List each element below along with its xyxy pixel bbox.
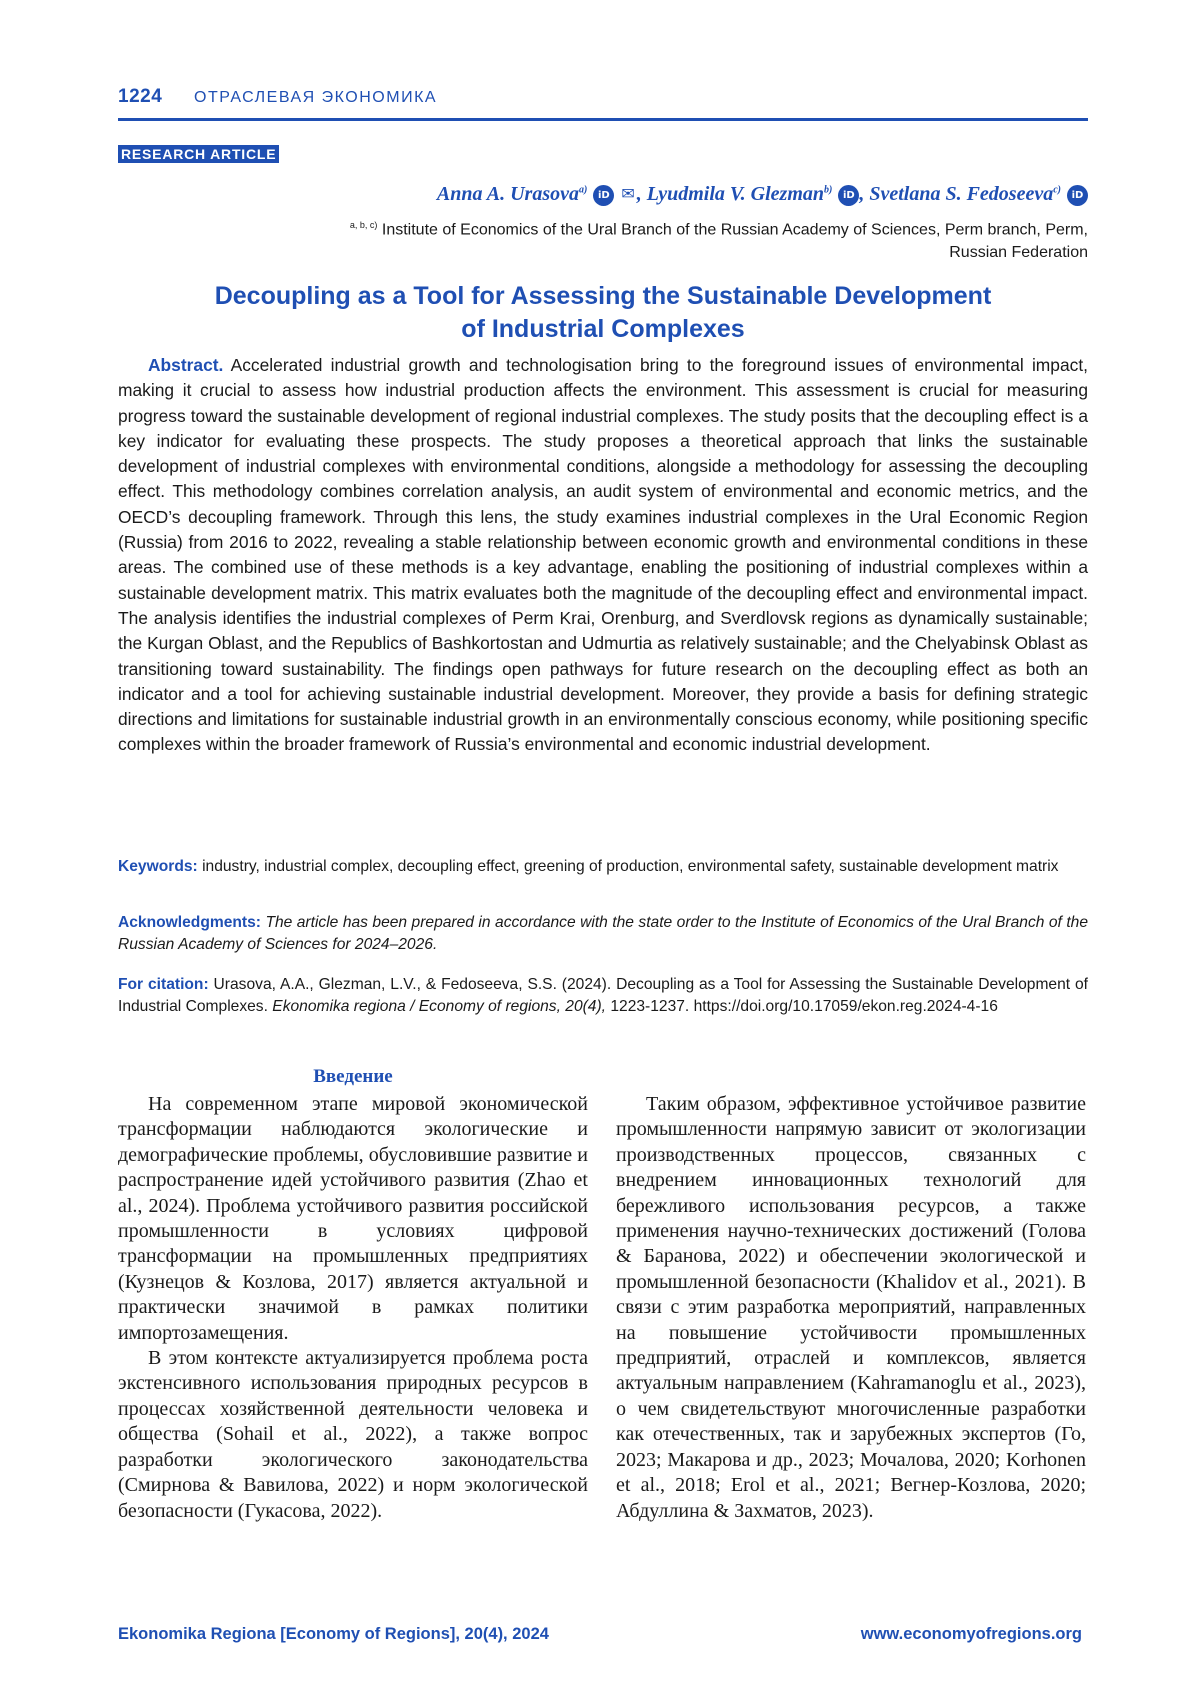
citation: [118, 974, 1088, 1018]
title-line: Decoupling as a Tool for Assessing the Sustainable Development: [214, 282, 992, 310]
article-type-badge: RESEARCH ARTICLE: [118, 145, 279, 163]
abstract: [118, 353, 1088, 758]
affiliation-text: Institute of Economics of the Ural Branch of the Russian Academy of Sciences, Perm branch, Perm, Russian Federation: [381, 221, 1088, 262]
page-number: 1224: [118, 86, 163, 107]
author-affil-mark: b): [824, 184, 833, 196]
section-heading: Введение: [313, 1066, 393, 1087]
citation-doi[interactable]: 1223-1237. https://doi.org/10.17059/ekon.reg.2024-4-16: [610, 998, 998, 1015]
running-head: [118, 86, 1088, 120]
orcid-icon[interactable]: iD: [838, 185, 859, 206]
orcid-icon[interactable]: iD: [593, 185, 614, 206]
body-column-right: [616, 1064, 1086, 1524]
author-affil-mark: c): [1053, 184, 1061, 196]
mail-icon[interactable]: ✉: [621, 184, 635, 203]
body-paragraph: Таким образом, эффективное устойчивое развитие промышленности напрямую зависит от экологизации производственных процессов, связанных с внедрением инновационных технологий для бережливого использования ресурсов, а также применения научно-технических достижений (Голова & Баранова, 2022) и обеспечении экологической и промышленной безопасности (Khalidov et al., 2021). В связи с этим разработка мероприятий, направленных на повышение устойчивости промышленных предприятий, отраслей и комплексов, является актуальным направлением (Kahramanoglu et al., 2023), о чем свидетельствуют многочисленные разработки как отечественных, так и зарубежных экспертов (Го, 2023; Макарова и др., 2023; Мочалова, 2020; Korhonen et al., 2018; Erol et al., 2021; Вегнер-Козлова, 2020; Абдуллина & Захматов, 2023).: [616, 1093, 1086, 1522]
body-paragraph: На современном этапе мировой экономической трансформации наблюдаются экологические и демографические проблемы, обусловившие развитие и распространение идей устойчивого развития (Zhao et al., 2024). Проблема устойчивого развития российской промышленности в условиях цифровой трансформации на промышленных предприятиях (Кузнецов & Козлова, 2017) является актуальной и практически значимой в рамках политики импортозамещения.: [118, 1093, 588, 1344]
author-affil-mark: a): [579, 184, 588, 196]
footer-website-link[interactable]: www.economyofregions.org: [860, 1625, 1082, 1643]
keywords-text: industry, industrial complex, decoupling effect, greening of production, environmental safety, sustainable development matrix: [202, 858, 1059, 875]
acknowledgments-text: The article has been prepared in accordance with the state order to the Institute of Economics of the Ural Branch of the Russian Academy of Sciences for 2024–2026.: [118, 914, 1088, 953]
citation-text: Urasova, A.A., Glezman, L.V., & Fedoseeva, S.S. (2024). Decoupling as a Tool for Assessing the Sustainable Development of Industrial Complexes.: [118, 976, 1088, 1015]
footer-journal: Ekonomika Regiona [Economy of Regions], 20(4), 2024: [118, 1625, 549, 1643]
abstract-label: Abstract.: [148, 355, 224, 375]
orcid-icon[interactable]: iD: [1067, 185, 1088, 206]
author-name[interactable]: Svetlana S. Fedoseeva: [869, 183, 1054, 205]
acknowledgments-label: Acknowledgments:: [118, 914, 261, 931]
body-paragraph: В этом контексте актуализируется проблема роста экстенсивного использования природных ресурсов в процессах хозяйственной деятельности человека и общества (Sohail et al., 2022), а также вопрос разработки экологического законодательства (Смирнова & Вавилова, 2022) и норм экологической безопасности (Гукасова, 2022).: [118, 1347, 588, 1522]
keywords: [118, 856, 1088, 878]
author-list: Anna A. Urasova$^{a)}$ iD ✉ , Lyudmila V. Glezman$^{b)}$ iD , Svetlana S. Fedoseeva$^{c)}$ iD: [437, 183, 1088, 206]
article-title: [118, 280, 1088, 346]
keywords-label: Keywords:: [118, 858, 198, 875]
citation-label: For citation:: [118, 976, 209, 993]
affiliation: [308, 214, 1088, 264]
acknowledgments: [118, 912, 1088, 956]
title-line: of Industrial Complexes: [461, 315, 745, 343]
body-column-left: [118, 1064, 588, 1524]
journal-section: ОТРАСЛЕВАЯ ЭКОНОМИКА: [194, 89, 438, 106]
author-name[interactable]: Lyudmila V. Glezman: [646, 183, 824, 205]
citation-journal: Ekonomika regiona / Economy of regions, 20(4),: [272, 998, 607, 1015]
affiliation-marks: a, b, c): [349, 220, 378, 230]
header-rule: [118, 118, 1088, 121]
author-name[interactable]: Anna A. Urasova: [436, 183, 579, 205]
abstract-text: Accelerated industrial growth and technologisation bring to the foreground issues of environmental impact, making it crucial to assess how industrial production affects the environment. This assessment is crucial for measuring progress toward the sustainable development of regional industrial complexes. The study posits that the decoupling effect is a key indicator for evaluating these prospects. The study proposes a theoretical approach that links the sustainable development of industrial complexes with environmental conditions, alongside a methodology for assessing the decoupling effect. This methodology combines correlation analysis, an audit system of environmental and economic metrics, and the OECD’s decoupling framework. Through this lens, the study examines industrial complexes in the Ural Economic Region (Russia) from 2016 to 2022, revealing a stable relationship between economic growth and environmental conditions in these areas. The combined use of these methods is a key advantage, enabling the positioning of industrial complexes within a sustainable development matrix. This matrix evaluates both the magnitude of the decoupling effect and environmental impact. The analysis identifies the industrial complexes of Perm Krai, Orenburg, and Sverdlovsk regions as dynamically sustainable; the Kurgan Oblast, and the Republics of Bashkortostan and Udmurtia as relatively sustainable; and the Chelyabinsk Oblast as transitioning toward sustainability. The findings open pathways for future research on the decoupling effect as both an indicator and a tool for achieving sustainable industrial development. Moreover, they provide a basis for defining strategic directions and limitations for sustainable industrial growth in an environmentally conscious economy, while positioning specific complexes within the broader framework of Russia’s environmental and economic industrial development.: [118, 355, 1088, 755]
